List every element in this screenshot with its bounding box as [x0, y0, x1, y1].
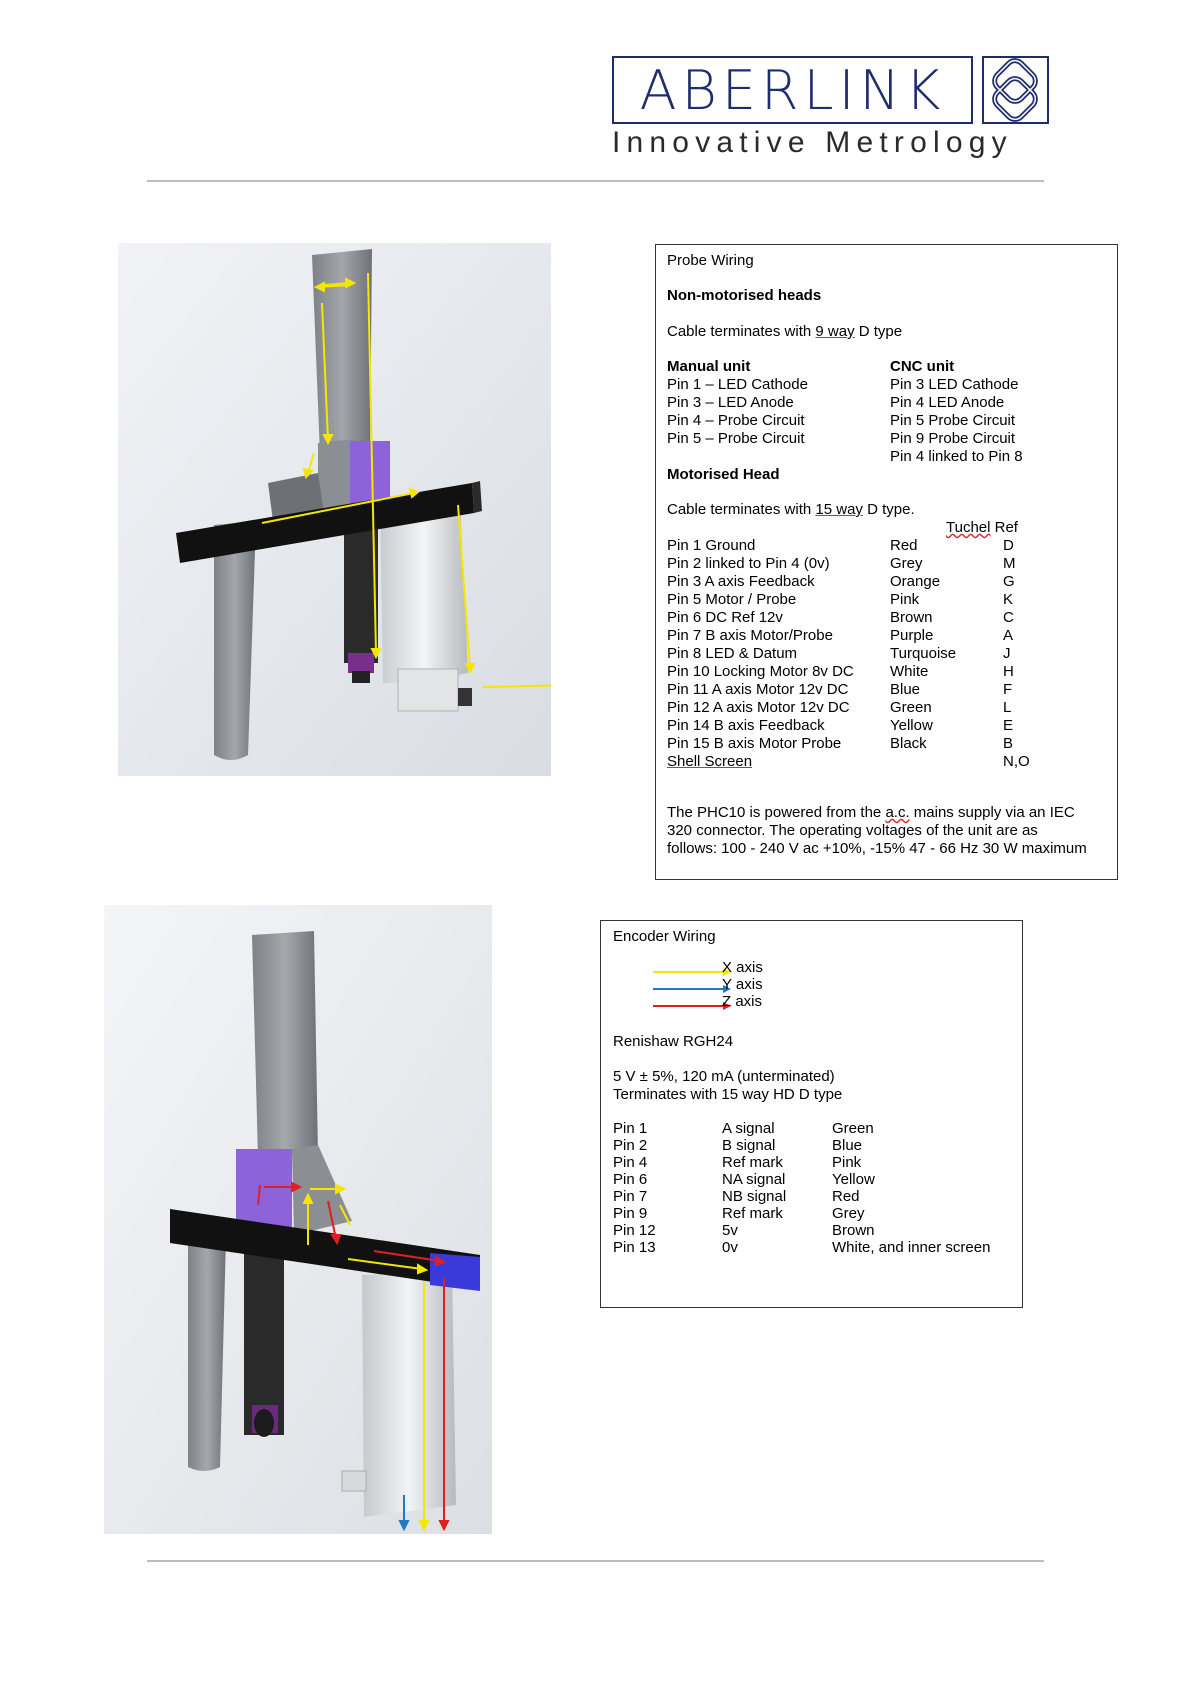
motor-pin: Pin 11 A axis Motor 12v DC: [667, 681, 849, 698]
logo-tagline: Innovative Metrology: [612, 126, 1013, 159]
encoder-terminates: Terminates with 15 way HD D type: [613, 1086, 843, 1103]
manual-unit-heading: Manual unit: [667, 358, 751, 375]
encoder-wiring-title: Encoder Wiring: [613, 928, 716, 945]
enc-pin: Pin 6: [613, 1171, 648, 1188]
motor-color: Orange: [890, 573, 941, 590]
power-note-line-2: 320 connector. The operating voltages of the unit are as: [667, 822, 1038, 839]
cable-9way-suffix: D type: [854, 323, 903, 340]
motor-ref: B: [1003, 735, 1014, 752]
motor-ref: J: [1003, 645, 1011, 662]
motor-color: Pink: [890, 591, 920, 608]
motor-color: Purple: [890, 627, 934, 644]
motor-pin: Pin 8 LED & Datum: [667, 645, 798, 662]
cnc-pin-2: Pin 4 LED Anode: [890, 394, 1005, 411]
enc-pin: Pin 7: [613, 1188, 648, 1205]
tuchel-ref-header: [946, 519, 1018, 537]
logo-wordmark-box: [612, 56, 973, 124]
encoder-model: Renishaw RGH24: [613, 1033, 734, 1050]
manual-pin-2: Pin 3 – LED Anode: [667, 394, 794, 411]
enc-color: Green: [832, 1120, 874, 1137]
cable-15way-suffix: D type.: [862, 501, 915, 518]
enc-signal: NB signal: [722, 1188, 787, 1205]
encoder-wiring-render-image: [104, 905, 492, 1534]
non-motorised-heading: Non-motorised heads: [667, 287, 822, 304]
legend-x-label: X axis: [722, 959, 763, 976]
enc-color: Grey: [832, 1205, 865, 1222]
motor-pin: Pin 14 B axis Feedback: [667, 717, 825, 734]
motorised-heading: Motorised Head: [667, 466, 780, 483]
motor-ref: M: [1003, 555, 1016, 572]
probe-wiring-title: Probe Wiring: [667, 252, 754, 269]
enc-signal: Ref mark: [722, 1154, 783, 1171]
y-axis-arrow-icon: [653, 980, 731, 988]
motor-ref: L: [1003, 699, 1012, 716]
motor-color: Blue: [890, 681, 921, 698]
enc-pin: Pin 12: [613, 1222, 656, 1239]
motor-color: Turquoise: [890, 645, 957, 662]
cable-9way-link: 9 way: [815, 323, 855, 340]
enc-pin: Pin 13: [613, 1239, 656, 1256]
motor-color: White: [890, 663, 929, 680]
encoder-spec: 5 V ± 5%, 120 mA (unterminated): [613, 1068, 835, 1085]
header-divider: [147, 180, 1044, 182]
motor-pin: Pin 6 DC Ref 12v: [667, 609, 783, 626]
motor-pin: Pin 1 Ground: [667, 537, 756, 554]
enc-signal: NA signal: [722, 1171, 786, 1188]
x-axis-arrow-icon: [653, 963, 731, 971]
enc-pin: Pin 9: [613, 1205, 648, 1222]
motor-ref: A: [1003, 627, 1014, 644]
cnc-pin-1: Pin 3 LED Cathode: [890, 376, 1019, 393]
legend-y-label: Y axis: [722, 976, 763, 993]
motor-ref: H: [1003, 663, 1014, 680]
enc-color: Brown: [832, 1222, 875, 1239]
cnc-pin-5: Pin 4 linked to Pin 8: [890, 448, 1023, 465]
ref-word: Ref: [990, 519, 1018, 536]
enc-pin: Pin 2: [613, 1137, 648, 1154]
motor-pin: Pin 3 A axis Feedback: [667, 573, 815, 590]
cable-15way-prefix: Cable terminates with: [667, 501, 816, 518]
cnc-unit-heading: CNC unit: [890, 358, 955, 375]
enc-color: Blue: [832, 1137, 863, 1154]
cable-9way-prefix: Cable terminates with: [667, 323, 816, 340]
motor-ref: K: [1003, 591, 1014, 608]
power-note-line-3: follows: 100 - 240 V ac +10%, -15% 47 - 66 Hz 30 W maximum: [667, 840, 1087, 857]
enc-signal: A signal: [722, 1120, 775, 1137]
cable-9way-text: [667, 323, 902, 341]
motor-pin: Pin 5 Motor / Probe: [667, 591, 797, 608]
enc-color: Red: [832, 1188, 860, 1205]
enc-pin: Pin 1: [613, 1120, 648, 1137]
power-note-1b: a.c.: [885, 804, 910, 821]
motor-ref: G: [1003, 573, 1015, 590]
celtic-knot-icon: [982, 56, 1049, 124]
manual-pin-1: Pin 1 – LED Cathode: [667, 376, 808, 393]
logo-text: ABERLINK: [639, 58, 946, 122]
motor-color: Green: [890, 699, 932, 716]
cnc-pin-3: Pin 5 Probe Circuit: [890, 412, 1016, 429]
z-axis-arrow-icon: [653, 997, 731, 1005]
motor-color: Black: [890, 735, 927, 752]
enc-color: Pink: [832, 1154, 862, 1171]
motor-color: Grey: [890, 555, 923, 572]
motor-color: Yellow: [890, 717, 933, 734]
enc-color: White, and inner screen: [832, 1239, 991, 1256]
probe-wiring-panel: [655, 244, 1118, 880]
enc-color: Yellow: [832, 1171, 875, 1188]
motor-ref: D: [1003, 537, 1014, 554]
power-note-line-1: [667, 804, 1075, 822]
enc-pin: Pin 4: [613, 1154, 648, 1171]
cnc-pin-4: Pin 9 Probe Circuit: [890, 430, 1016, 447]
power-note-1c: mains supply via an IEC: [909, 804, 1075, 821]
motor-pin: Pin 2 linked to Pin 4 (0v): [667, 555, 830, 572]
cable-15way-text: [667, 501, 915, 519]
footer-divider: [147, 1560, 1044, 1562]
manual-pin-3: Pin 4 – Probe Circuit: [667, 412, 805, 429]
shell-screen-label: Shell Screen: [667, 753, 753, 770]
motor-color: Red: [890, 537, 918, 554]
cable-15way-link: 15 way: [815, 501, 863, 518]
motor-pin: Pin 12 A axis Motor 12v DC: [667, 699, 850, 716]
motor-ref: F: [1003, 681, 1013, 698]
motor-ref: C: [1003, 609, 1014, 626]
legend-z-label: Z axis: [722, 993, 763, 1010]
enc-signal: B signal: [722, 1137, 776, 1154]
enc-signal: Ref mark: [722, 1205, 783, 1222]
manual-pin-4: Pin 5 – Probe Circuit: [667, 430, 805, 447]
encoder-wiring-panel: [600, 920, 1023, 1308]
motor-color: Brown: [890, 609, 933, 626]
enc-signal: 0v: [722, 1239, 738, 1256]
tuchel-word: Tuchel: [946, 519, 991, 536]
probe-wiring-render-image: [118, 243, 551, 776]
enc-signal: 5v: [722, 1222, 738, 1239]
motor-ref: E: [1003, 717, 1014, 734]
motor-pin: Pin 7 B axis Motor/Probe: [667, 627, 833, 644]
motor-pin: Pin 10 Locking Motor 8v DC: [667, 663, 854, 680]
motor-pin: Pin 15 B axis Motor Probe: [667, 735, 842, 752]
power-note-1a: The PHC10 is powered from the: [667, 804, 886, 821]
shell-screen-ref: N,O: [1003, 753, 1030, 770]
